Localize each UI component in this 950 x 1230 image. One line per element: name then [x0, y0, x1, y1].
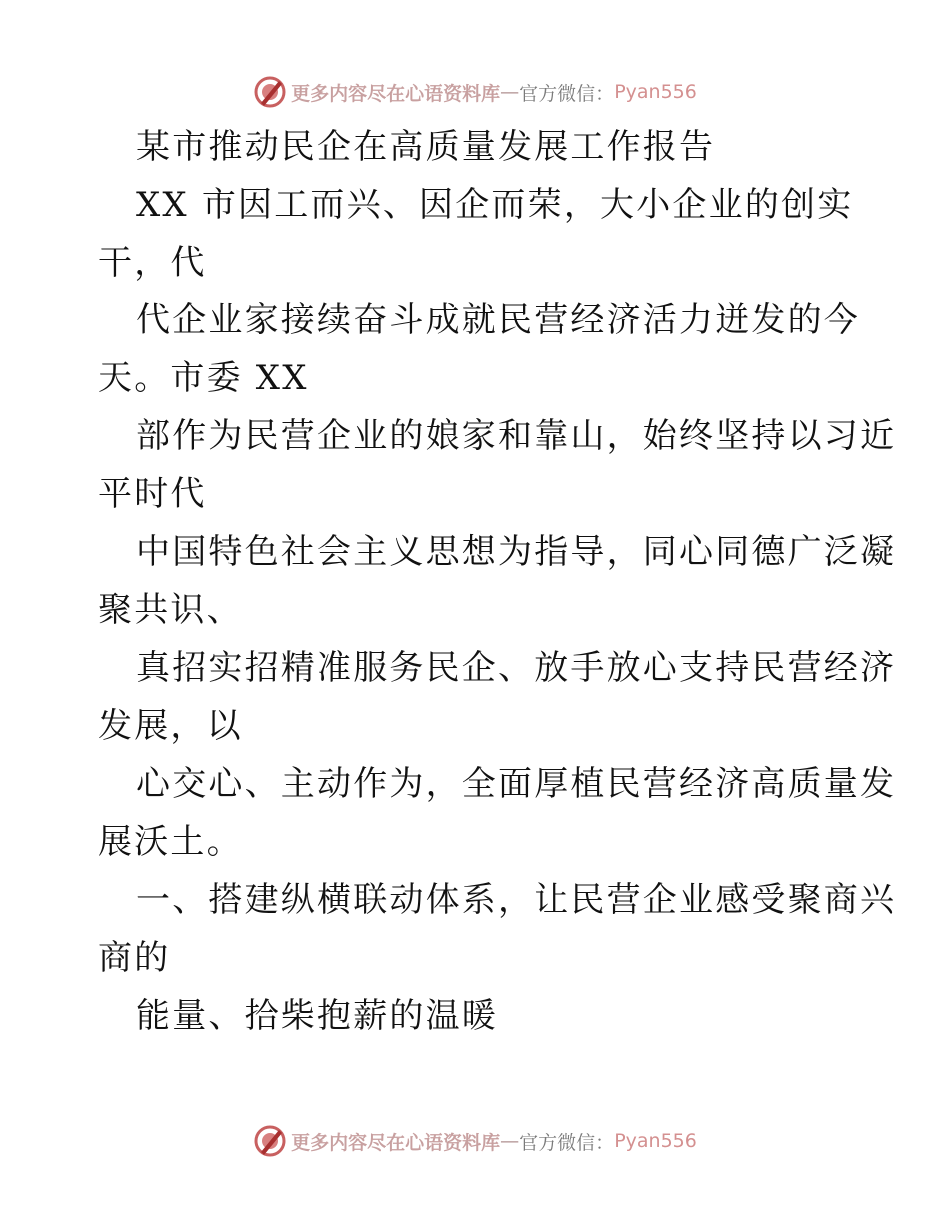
- text-line: 真招实招精准服务民企、放手放心支持民营经济: [136, 648, 897, 688]
- text-line: 发展，以: [98, 706, 243, 746]
- section-heading-continued: 商的: [98, 938, 171, 978]
- text-line: 中国特色社会主义思想为指导，同心同德广泛凝: [136, 532, 897, 572]
- watermark-sub-text: 官方微信：: [519, 82, 615, 105]
- text-line: 心交心、主动作为，全面厚植民营经济高质量发: [136, 764, 897, 804]
- watermark-main-text: 更多内容尽在心语资料库: [291, 82, 501, 105]
- footer-watermark: [0, 1121, 950, 1161]
- watermark-wechat-id: Pyan556: [614, 1130, 697, 1152]
- watermark-dash: —: [500, 1130, 520, 1152]
- section-heading: 一、搭建纵横联动体系，让民营企业感受聚商兴: [136, 880, 897, 920]
- section-heading-continued: 能量、拾柴抱薪的温暖: [136, 996, 498, 1036]
- text-line: 平时代: [98, 474, 207, 514]
- text-line: 部作为民营企业的娘家和靠山，始终坚持以习近: [136, 416, 897, 456]
- watermark-sub-text: 官方微信：: [519, 1131, 615, 1154]
- watermark-wechat-id: Pyan556: [614, 81, 697, 103]
- pen-seal-logo-icon: [253, 75, 287, 109]
- watermark-dash: —: [500, 81, 520, 103]
- text-line: 代企业家接续奋斗成就民营经济活力迸发的今: [136, 300, 860, 340]
- text-line: 干，代: [98, 243, 207, 283]
- header-watermark: [0, 72, 950, 112]
- text-line: XX 市因工而兴、因企而荣，大小企业的创实: [136, 185, 854, 225]
- watermark-main-text: 更多内容尽在心语资料库: [291, 1131, 501, 1154]
- text-line: 展沃土。: [98, 822, 243, 862]
- text-line: 聚共识、: [98, 590, 243, 630]
- document-title: 某市推动民企在高质量发展工作报告: [136, 127, 716, 167]
- pen-seal-logo-icon: [253, 1124, 287, 1158]
- text-line: 天。市委 XX: [98, 358, 309, 398]
